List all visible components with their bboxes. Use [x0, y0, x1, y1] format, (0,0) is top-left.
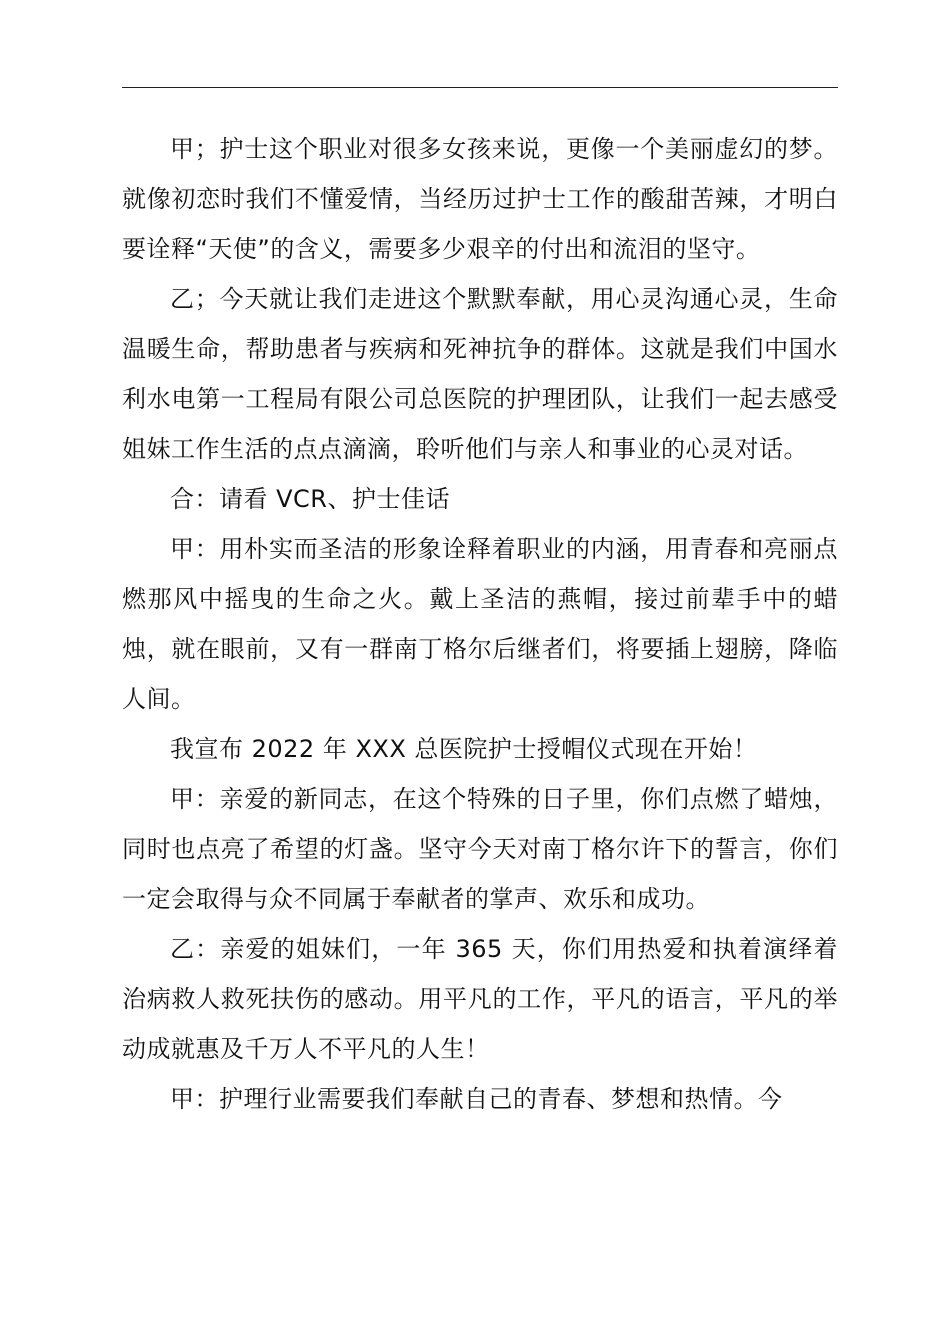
paragraph-7: 乙：亲爱的姐妹们，一年 365 天，你们用热爱和执着演绎着治病救人救死扶伤的感动。用平凡的工作，平凡的语言，平凡的举动成就惠及千万人不平凡的人生！ [122, 935, 838, 1063]
paragraph-8: 甲：护理行业需要我们奉献自己的青春、梦想和热情。今 [170, 1085, 783, 1113]
paragraph-6: 甲：亲爱的新同志，在这个特殊的日子里，你们点燃了蜡烛，同时也点亮了希望的灯盏。坚守今天对南丁格尔许下的誓言，你们一定会取得与众不同属于奉献者的掌声、欢乐和成功。 [122, 785, 838, 913]
document-body [122, 124, 838, 1124]
paragraph-4: 甲：用朴实而圣洁的形象诠释着职业的内涵，用青春和亮丽点燃那风中摇曳的生命之火。戴上圣洁的燕帽，接过前辈手中的蜡烛，就在眼前，又有一群南丁格尔后继者们，将要插上翅膀，降临人间。 [122, 535, 838, 713]
paragraph-5: 我宣布 2022 年 XXX 总医院护士授帽仪式现在开始！ [170, 735, 758, 763]
paragraph-3: 合：请看 VCR、护士佳话 [170, 485, 450, 513]
header-rule [122, 87, 838, 88]
paragraph-1: 甲；护士这个职业对很多女孩来说，更像一个美丽虚幻的梦。就像初恋时我们不懂爱情，当经历过护士工作的酸甜苦辣，才明白要诠释“天使”的含义，需要多少艰辛的付出和流泪的坚守。 [122, 135, 838, 263]
paragraph-2: 乙；今天就让我们走进这个默默奉献，用心灵沟通心灵，生命温暖生命，帮助患者与疾病和死神抗争的群体。这就是我们中国水利水电第一工程局有限公司总医院的护理团队，让我们一起去感受姐妹工作生活的点点滴滴，聆听他们与亲人和事业的心灵对话。 [122, 285, 838, 463]
